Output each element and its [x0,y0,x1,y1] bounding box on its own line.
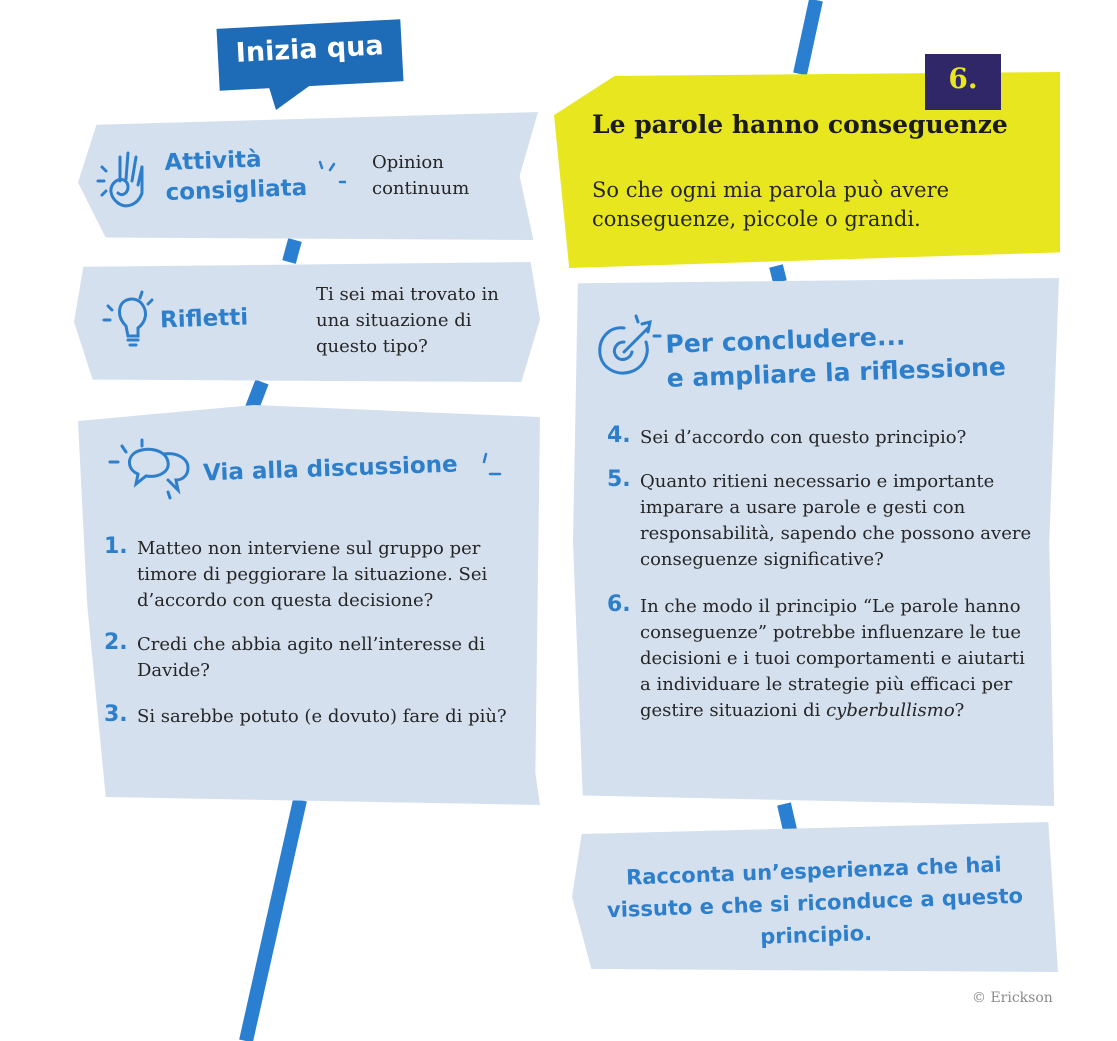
principle-title: Le parole hanno conseguenze [592,110,1008,139]
conclude-question [607,592,1040,724]
conclude-question [607,467,1040,573]
question-text: Quanto ritieni necessario e importante imparare a usare parole e gesti con responsabilità, sapendo che possono avere conseguenze significative? [640,471,1032,570]
reflect-text: Ti sei mai trovato in una situazione di questo tipo? [316,284,499,357]
lightbulb-icon [102,290,160,356]
principle-number: 6. [948,62,978,95]
speech-bubbles-icon [108,438,200,500]
reflect-heading: Rifletti [159,304,249,334]
question-number: 3. [104,702,128,727]
copyright: © Erickson [972,990,1053,1006]
closing-prompt: Racconta un’esperienza che hai vissuto e che si riconduce a questo principio. [606,852,1024,949]
start-tag [217,19,404,91]
question-number: 1. [104,534,128,559]
discussion-heading: Via alla discussione [202,451,459,487]
activity-heading: Attività consigliata [164,146,308,206]
question-text: Sei d’accordo con questo principio? [640,427,967,448]
conclude-heading-line1: Per concludere... [664,321,906,359]
activity-text: Opinion continuum [372,152,470,199]
principle-number-badge [925,54,1001,110]
conclude-heading-line2: e ampliare la riflessione [666,352,1007,393]
question-number: 6. [607,592,631,617]
question-number: 4. [607,423,631,448]
discussion-question [104,534,522,614]
discussion-question [104,702,522,730]
question-number: 5. [607,467,631,492]
discussion-question [104,630,522,684]
question-text: In che modo il principio “Le parole hanno conseguenze” potrebbe influenzare le tue decisioni e i tuoi comportamenti e aiutarti a individuare le strategie più efficaci per gestire situazioni di cyberbullismo? [640,596,1025,721]
ok-hand-icon [96,145,162,215]
sparkle-icon [480,450,506,490]
start-tag-label: Inizia qua [235,30,385,69]
target-icon [588,314,662,386]
question-text: Matteo non interviene sul gruppo per timore di peggiorare la situazione. Sei d’accordo con questa decisione? [137,538,488,611]
sparkle-icon [312,160,346,190]
conclude-heading [665,316,1006,396]
question-text: Credi che abbia agito nell’interesse di Davide? [137,634,485,681]
question-number: 2. [104,630,128,655]
question-text: Si sarebbe potuto (e dovuto) fare di più? [137,706,507,727]
principle-subtitle: So che ogni mia parola può avere conseguenze, piccole o grandi. [592,178,950,231]
conclude-question [607,423,1040,451]
